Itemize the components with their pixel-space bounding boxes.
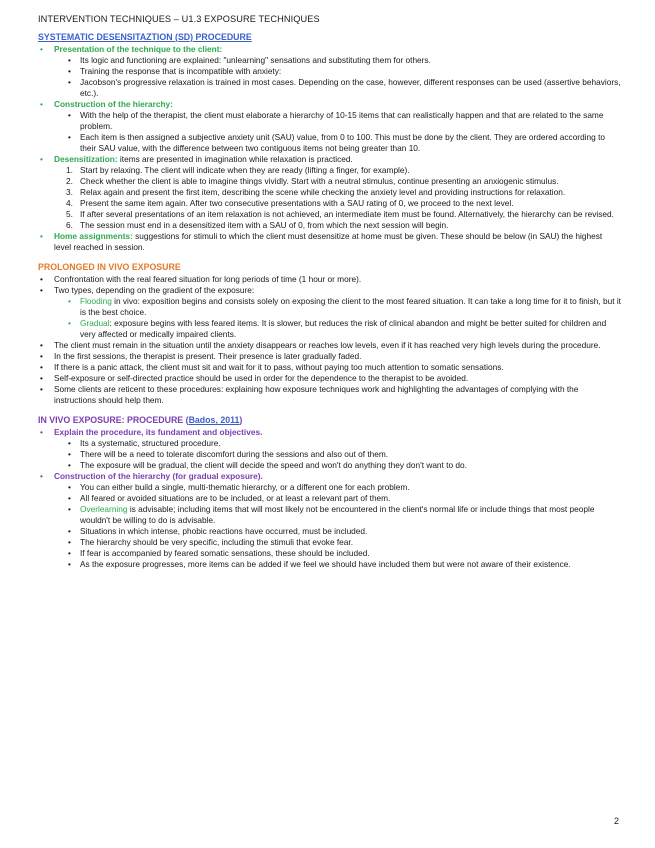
list-item — [68, 504, 621, 526]
sd-home-text: suggestions for stimuli to which the client must desensitize at home must be given. These should be below (in SAU) the highest level reached in session. — [54, 231, 603, 252]
list-item: • Situations in which intense, phobic reactions have occurred, must be included. — [68, 526, 621, 537]
list-item: • Self-exposure or self-directed practice should be used in order for the dependence to the therapist to be avoided. — [40, 373, 621, 384]
sd-presentation-label: Presentation of the technique to the client: — [54, 44, 223, 54]
list-item — [54, 220, 621, 231]
list-item: • There will be a need to tolerate discomfort during the sessions and also out of them. — [68, 449, 621, 460]
list-item — [54, 176, 621, 187]
prolonged-types — [68, 296, 621, 340]
step-number: 6. — [66, 220, 73, 230]
prolonged-list — [40, 274, 621, 406]
invivo-explain-items — [68, 438, 621, 471]
invivo-reference-link[interactable]: Bados, 2011 — [188, 415, 240, 425]
step-number: 1. — [66, 165, 73, 175]
list-item: • Training the response that is incompatible with anxiety: — [68, 66, 621, 77]
step-text: Start by relaxing. The client will indicate when they are ready (lifting a finger, for example). — [80, 165, 410, 175]
step-text: Present the same item again. After two consecutive presentations with a SAU rating of 0, we proceed to the next level. — [80, 198, 514, 208]
list-item: • If fear is accompanied by feared somatic sensations, these should be included. — [68, 548, 621, 559]
page-number: 2 — [613, 816, 619, 826]
step-text: If after several presentations of an item relaxation is not achieved, an intermediate item must be found. Alternatively, the hierarchy can be revised. — [80, 209, 614, 219]
prolonged-heading: PROLONGED IN VIVO EXPOSURE — [38, 262, 181, 272]
step-text: Relax again and present the first item, describing the scene while checking the anxiety level and providing instructions for relaxation. — [80, 187, 566, 197]
list-item: • The exposure will be gradual, the client will decide the speed and won't do anything they don't want to do. — [68, 460, 621, 471]
list-item: • As the exposure progresses, more items can be added if we feel we should have included them but were not aware of their existence. — [68, 559, 621, 570]
flooding-text: in vivo: exposition begins and consists solely on exposing the client to the most feared situation. It can take a long time for it to finish, but it is the best choice. — [80, 296, 621, 317]
sd-steps — [54, 165, 621, 231]
list-item: • Its logic and functioning are explained: "unlearning" sensations and substituting them for others. — [68, 55, 621, 66]
step-number: 4. — [66, 198, 73, 208]
list-item — [68, 296, 621, 318]
list-item: • The hierarchy should be very specific, including the stimuli that evoke fear. — [68, 537, 621, 548]
sd-construction-label: Construction of the hierarchy: — [54, 99, 173, 109]
invivo-list — [40, 427, 621, 570]
sd-presentation — [40, 44, 621, 99]
invivo-heading — [38, 415, 621, 426]
list-item — [68, 318, 621, 340]
overlearning-label: Overlearning — [80, 504, 128, 514]
list-item — [54, 187, 621, 198]
list-item: • Its a systematic, structured procedure. — [68, 438, 621, 449]
step-number: 2. — [66, 176, 73, 186]
list-item — [40, 285, 621, 340]
list-item — [54, 209, 621, 220]
sd-construction-items — [68, 110, 621, 154]
list-item — [54, 165, 621, 176]
list-item: • Confrontation with the real feared situation for long periods of time (1 hour or more). — [40, 274, 621, 285]
list-item: • All feared or avoided situations are to be included, or at least a relevant part of them. — [68, 493, 621, 504]
invivo-explain — [40, 427, 621, 471]
list-item: • If there is a panic attack, the client must sit and wait for it to pass, without paying too much attention to somatic sensations. — [40, 362, 621, 373]
list-item: • With the help of the therapist, the client must elaborate a hierarchy of 10-15 items that can realistically happen and that are related to the same problem. — [68, 110, 621, 132]
invivo-heading-main: IN VIVO EXPOSURE: PROCEDURE ( — [38, 415, 189, 425]
invivo-heading-end: ) — [239, 415, 243, 425]
invivo-explain-label: Explain the procedure, its fundament and objectives. — [54, 427, 263, 437]
sd-construction — [40, 99, 621, 154]
invivo-construction-items — [68, 482, 621, 570]
step-number: 3. — [66, 187, 73, 197]
sd-desensitization-label: Desensitization: — [54, 154, 118, 164]
sd-home-label: Home assignments: — [54, 231, 133, 241]
sd-desensitization — [40, 154, 621, 231]
prolonged-types-text: Two types, depending on the gradient of the exposure: — [54, 285, 255, 295]
list-item — [54, 198, 621, 209]
list-item: • Some clients are reticent to these procedures: explaining how exposure techniques work and highlighting the advantages of complying with the instructions should help them. — [40, 384, 621, 406]
invivo-construction-label: Construction of the hierarchy (for gradual exposure). — [54, 471, 263, 481]
document-title: INTERVENTION TECHNIQUES – U1.3 EXPOSURE TECHNIQUES — [38, 14, 320, 24]
sd-home — [40, 231, 621, 253]
sd-list — [40, 44, 621, 253]
sd-desensitization-text: items are presented in imagination while relaxation is practiced. — [117, 154, 353, 164]
step-text: The session must end in a desensitized item with a SAU of 0, from which the next session will begin. — [80, 220, 449, 230]
list-item: • Jacobson's progressive relaxation is trained in most cases. Depending on the case, however, different responses can be used (assertive behaviors, etc.). — [68, 77, 621, 99]
invivo-construction — [40, 471, 621, 570]
step-number: 5. — [66, 209, 73, 219]
list-item: • The client must remain in the situation until the anxiety disappears or reaches low levels, even if it has reached very high levels during the procedure. — [40, 340, 621, 351]
sd-heading: SYSTEMATIC DESENSITAZTION (SD) PROCEDURE — [38, 32, 252, 42]
overlearning-text: is advisable; including items that will most likely not be encountered in the client's normal life or include things that most people wouldn't be willing to do is advisable. — [80, 504, 595, 525]
list-item: • In the first sessions, the therapist is present. Their presence is later gradually faded. — [40, 351, 621, 362]
gradual-text: : exposure begins with less feared items. It is slower, but reduces the risk of clinical abandon and might be better suited for children and very affected or medically impaired clients. — [80, 318, 607, 339]
step-text: Check whether the client is able to imagine things vividly. Start with a neutral stimulus, continue presenting an anxiogenic stimulus. — [80, 176, 559, 186]
list-item: • Each item is then assigned a subjective anxiety unit (SAU) value, from 0 to 100. This must be done by the client. They are ordered according to their SAU value, with the difference between two contiguous items not being greater than 10. — [68, 132, 621, 154]
gradual-label: Gradual — [80, 318, 110, 328]
flooding-label: Flooding — [80, 296, 112, 306]
list-item: • You can either build a single, multi-thematic hierarchy, or a different one for each problem. — [68, 482, 621, 493]
sd-presentation-items — [68, 55, 621, 99]
